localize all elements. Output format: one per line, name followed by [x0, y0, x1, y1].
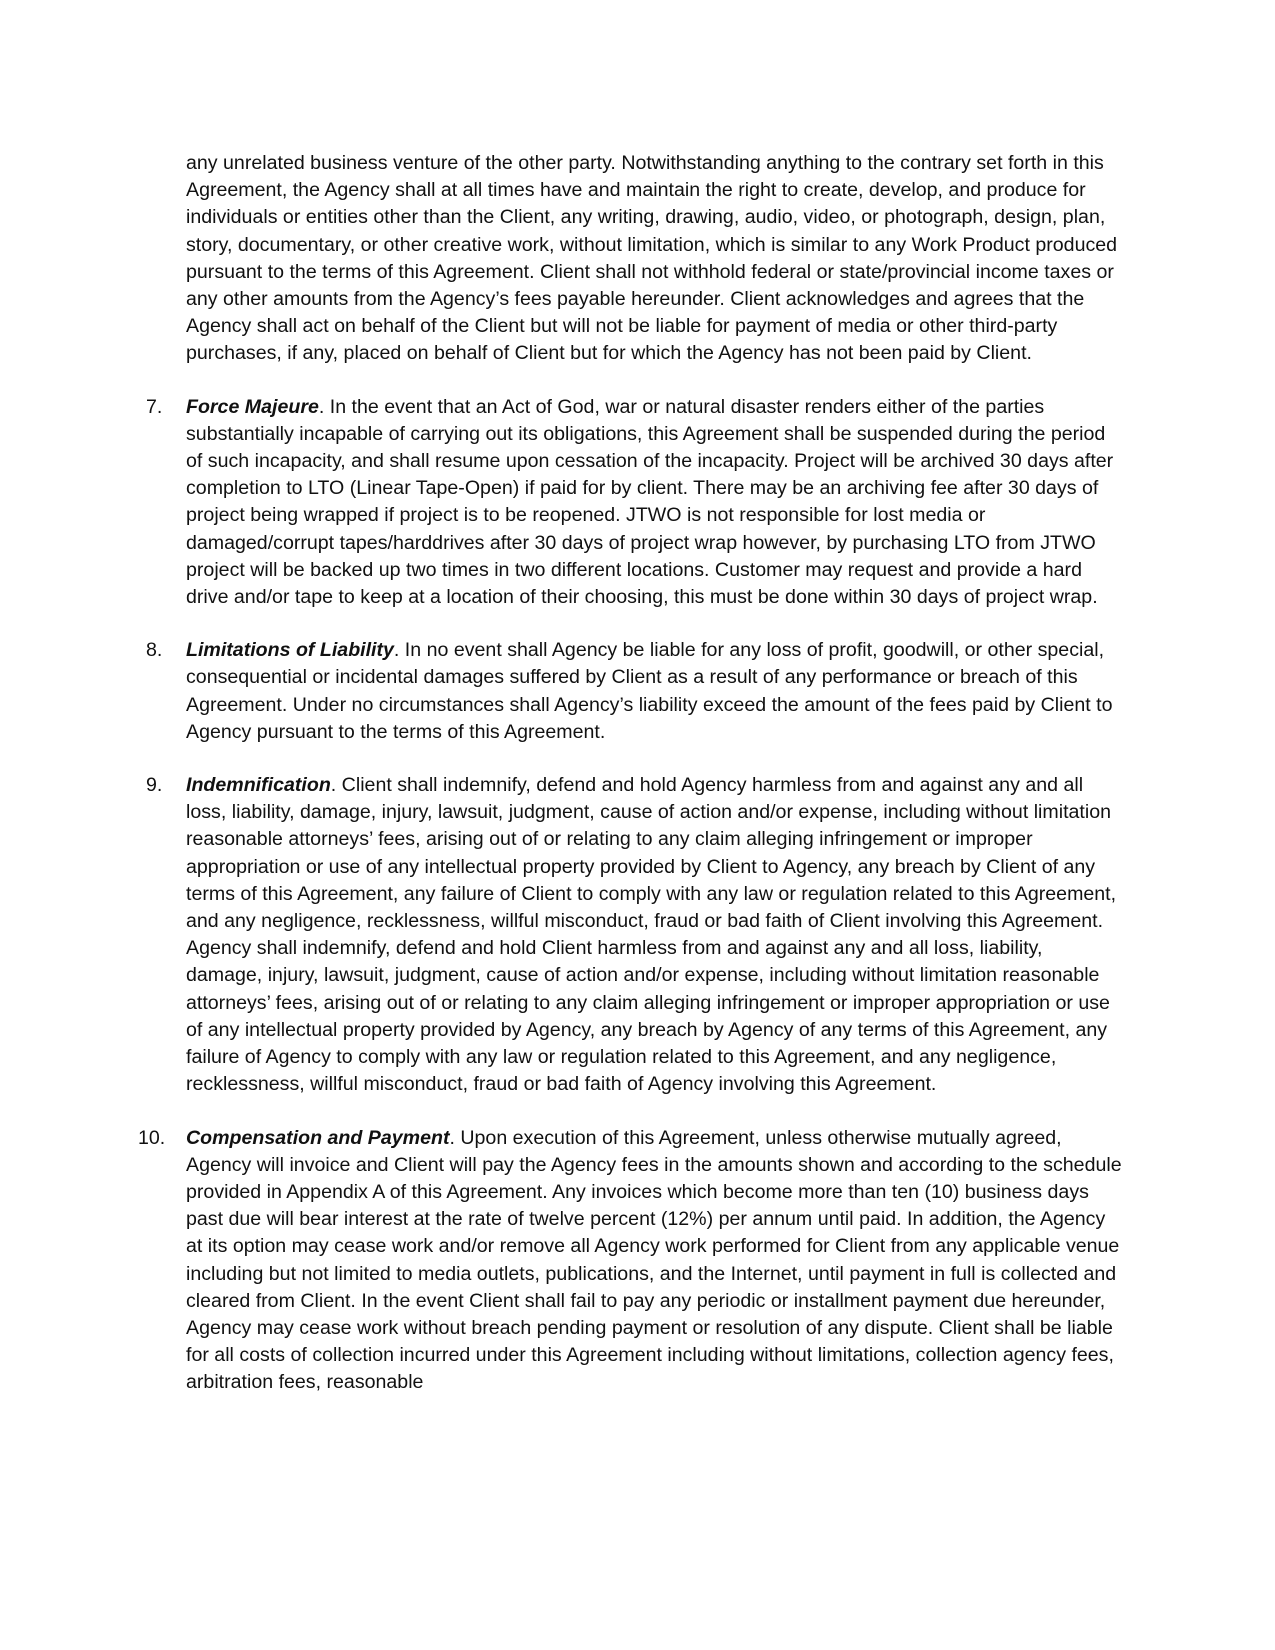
- section-force-majeure: [146, 394, 1122, 612]
- section-indemnification: [146, 772, 1122, 1098]
- document-body: [138, 150, 1122, 1397]
- section-number: 9.: [146, 774, 163, 797]
- section-heading: Force Majeure: [186, 395, 319, 418]
- section-limitations-of-liability: [146, 637, 1122, 746]
- section-number: 10.: [138, 1126, 166, 1149]
- section-body: . In the event that an Act of God, war or natural disaster renders either of the parties substantially incapable of carrying out its obligations, this Agreement shall be suspended during the period of such incapacity, and shall resume upon cessation of the incapacity. Project will be archived 30 days after completion to LTO (Linear Tape-Open) if paid for by client. There may be an archiving fee after 30 days of project being wrapped if project is to be reopened. JTWO is not responsible for lost media or damaged/corrupt tapes/harddrives after 30 days of project wrap however, by purchasing LTO from JTWO project will be backed up two times in two different locations. Customer may request and provide a hard drive and/or tape to keep at a location of their choosing, this must be done within 30 days of project wrap.: [186, 395, 1114, 609]
- section-body: . In no event shall Agency be liable for any loss of profit, goodwill, or other special, consequential or incidental damages suffered by Client as a result of any performance or breach of this Agreement. Under no circumstances shall Agency’s liability exceed the amount of the fees paid by Client to Agency pursuant to the terms of this Agreement.: [186, 639, 1113, 743]
- section-heading: Indemnification: [186, 774, 331, 797]
- section-body: . Client shall indemnify, defend and hold Agency harmless from and against any and all loss, liability, damage, injury, lawsuit, judgment, cause of action and/or expense, including without limitation reasonable attorneys’ fees, arising out of or relating to any claim alleging infringement or improper appropriation or use of any intellectual property provided by Client to Agency, any breach by Client of any terms of this Agreement, any failure of Client to comply with any law or regulation related to this Agreement, and any negligence, recklessness, willful misconduct, fraud or bad faith of Client involving this Agreement. Agency shall indemnify, defend and hold Client harmless from and against any and all loss, liability, damage, injury, lawsuit, judgment, cause of action and/or expense, including without limitation reasonable attorneys’ fees, arising out of or relating to any claim alleging infringement or improper appropriation or use of any intellectual property provided by Agency, any breach by Agency of any terms of this Agreement, any failure of Agency to comply with any law or regulation related to this Agreement, and any negligence, recklessness, willful misconduct, fraud or bad faith of Agency involving this Agreement.: [186, 774, 1117, 1096]
- section-number: 7.: [146, 395, 163, 418]
- continuation-paragraph: any unrelated business venture of the other party. Notwithstanding anything to the contrary set forth in this Agreement, the Agency shall at all times have and maintain the right to create, develop, and produce for individuals or entities other than the Client, any writing, drawing, audio, video, or photograph, design, plan, story, documentary, or other creative work, without limitation, which is similar to any Work Product produced pursuant to the terms of this Agreement. Client shall not withhold federal or state/provincial income taxes or any other amounts from the Agency’s fees payable hereunder. Client acknowledges and agrees that the Agency shall act on behalf of the Client but will not be liable for payment of media or other third-party purchases, if any, placed on behalf of Client but for which the Agency has not been paid by Client.: [186, 152, 1118, 365]
- section-heading: Compensation and Payment: [186, 1126, 450, 1149]
- section-body: . Upon execution of this Agreement, unless otherwise mutually agreed, Agency will invoice and Client will pay the Agency fees in the amounts shown and according to the schedule provided in Appendix A of this Agreement. Any invoices which become more than ten (10) business days past due will bear interest at the rate of twelve percent (12%) per annum until paid. In addition, the Agency at its option may cease work and/or remove all Agency work performed for Client from any applicable venue including but not limited to media outlets, publications, and the Internet, until payment in full is collected and cleared from Client. In the event Client shall fail to pay any periodic or installment payment due hereunder, Agency may cease work without breach pending payment or resolution of any dispute. Client shall be liable for all costs of collection incurred under this Agreement including without limitations, collection agency fees, arbitration fees, reasonable: [186, 1126, 1122, 1394]
- section-heading: Limitations of Liability: [186, 639, 394, 662]
- section-number: 8.: [146, 639, 163, 662]
- section-compensation-and-payment: [138, 1125, 1122, 1397]
